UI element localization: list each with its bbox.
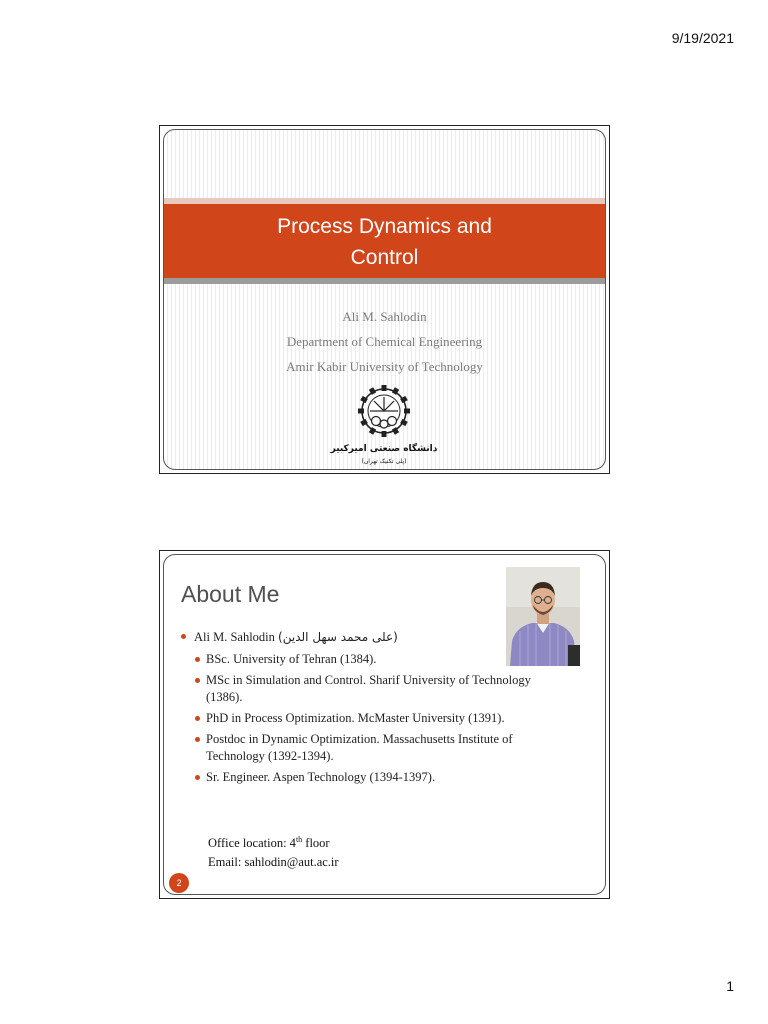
university-logo-emblem-icon xyxy=(330,385,438,467)
email-address: Email: sahlodin@aut.ac.ir xyxy=(208,855,339,870)
name-farsi: (علی محمد سهل الدین) xyxy=(278,630,398,644)
university-logo xyxy=(330,385,438,472)
slide-title-line2: Control xyxy=(350,246,419,269)
name-bullet xyxy=(180,627,560,647)
slide-about-frame xyxy=(163,554,606,895)
list-item: MSc in Simulation and Control. Sharif University of Technology (1386). xyxy=(180,672,560,706)
about-content xyxy=(180,627,560,790)
slide-title-frame xyxy=(163,129,606,470)
title-band-bottom xyxy=(164,278,605,284)
department-name: Department of Chemical Engineering xyxy=(286,334,483,349)
slide-title-line1: Process Dynamics and xyxy=(277,215,492,238)
office-location-sup: th xyxy=(295,835,303,844)
list-item: PhD in Process Optimization. McMaster University (1391). xyxy=(180,710,560,727)
page-number: 1 xyxy=(726,978,734,994)
list-item: BSc. University of Tehran (1384). xyxy=(180,651,560,668)
slide-title xyxy=(159,125,610,474)
logo-text-1: دانشگاه صنعتی امیرکبیر xyxy=(330,444,438,454)
name-latin: Ali M. Sahlodin xyxy=(194,630,275,644)
office-location xyxy=(208,830,339,853)
author-name: Ali M. Sahlodin xyxy=(342,309,427,324)
list-item: Postdoc in Dynamic Optimization. Massachusetts Institute of Technology (1392-1394). xyxy=(180,731,560,765)
office-location-prefix: Office location: 4 xyxy=(208,836,296,851)
contact-block xyxy=(208,830,339,872)
print-date: 9/19/2021 xyxy=(671,30,734,46)
about-title: About Me xyxy=(181,581,280,607)
education-list xyxy=(180,651,560,786)
title-band xyxy=(164,204,605,278)
author-block xyxy=(164,304,605,379)
slide-about xyxy=(159,550,610,899)
logo-text-2: (پلی تکنیک تهران) xyxy=(361,458,407,465)
slide-number-badge: 2 xyxy=(169,873,189,893)
office-location-suffix: floor xyxy=(302,836,330,851)
university-name: Amir Kabir University of Technology xyxy=(286,359,483,374)
list-item: Sr. Engineer. Aspen Technology (1394-1397). xyxy=(180,769,560,786)
